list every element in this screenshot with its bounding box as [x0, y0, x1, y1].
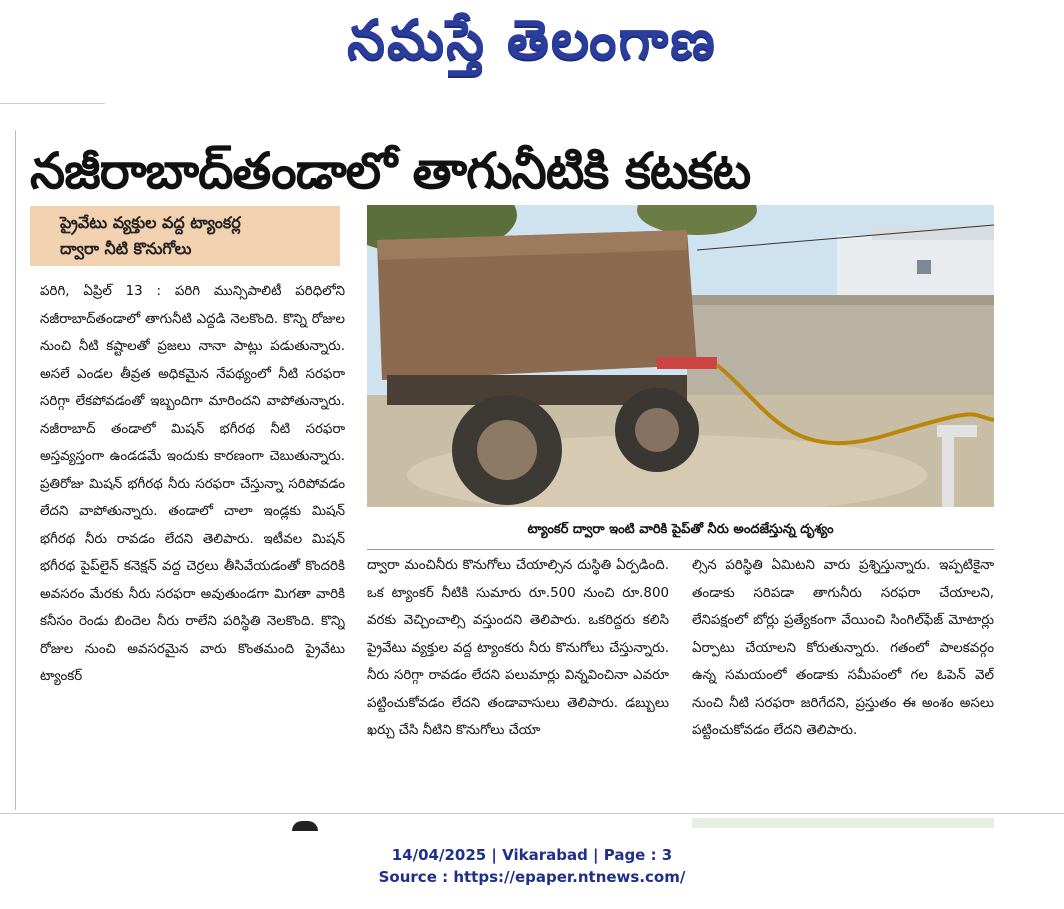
- decorative-shape: [292, 821, 318, 831]
- photo-caption: ట్యాంకర్ ద్వారా ఇంటి వారికి పైప్‌తో నీరు అందజేస్తున్న దృశ్యం: [527, 522, 834, 537]
- article-body-column-2: ద్వారా మంచినీరు కొనుగోలు చేయాల్సిన దుస్థితి ఏర్పడింది. ఒక ట్యాంకర్ నీటికి సుమారు రూ.500 నుంచి రూ.800 వరకు వెచ్చించాల్సి వస్తుందని తెలిపారు. ఒకరిద్దరు కలిసి ప్రైవేటు వ్యక్తుల వద్ద ట్యాంకరు నీరు కొనుగోలు చేస్తున్నారు. నీరు సరిగ్గా రావడం లేదని పలుమార్లు విన్నవించినా ఎవరూ పట్టించుకోవడం లేదని తండావాసులు తెలిపారు. డబ్బులు ఖర్చు చేసి నీటిని కొనుగోలు చేయా: [367, 558, 669, 738]
- article-headline: నజీరాబాద్‌తండాలో తాగునీటికి కటకట: [30, 142, 751, 200]
- source-link[interactable]: Source : https://epaper.ntnews.com/: [378, 868, 686, 886]
- divider: [15, 130, 16, 810]
- divider: [0, 813, 1064, 814]
- newspaper-logo: నమస్తే తెలంగాణ: [347, 7, 717, 71]
- article-body-column-3: ల్సిన పరిస్థితి ఏమిటని వారు ప్రశ్నిస్తున్నారు. ఇప్పటికైనా తండాకు సరిపడా తాగునీరు సరఫరా చేయాలని, లేనిపక్షంలో బోర్లు ప్రత్యేకంగా వేయించి సింగిల్‌ఫేజ్ మోటార్లు ఏర్పాటు చేయాలని కోరుతున్నారు. గతంలో పాలకవర్గం ఉన్న సమయంలో తండాకు సమీపంలో గల ఓపెన్ వెల్ నుంచి నీటి సరఫరా జరిగేదని, ప్రస్తుతం ఈ అంశం అసలు పట్టించుకోవడం లేదని తెలిపారు.: [692, 558, 994, 738]
- decorative-band: [692, 818, 994, 828]
- water-tanker-photo: [367, 205, 994, 507]
- article-photo: [367, 205, 994, 507]
- page-footer: [0, 844, 1064, 888]
- subhead-line: ప్రైవేటు వ్యక్తుల వద్ద ట్యాంకర్ల: [60, 213, 241, 232]
- divider: [0, 103, 105, 104]
- masthead: [0, 0, 1064, 92]
- article-body-column-1: పరిగి, ఏప్రిల్ 13 : పరిగి మున్సిపాలిటీ పరిధిలోని నజీరాబాద్‌తండాలో తాగునీటి ఎద్దడి నెలకొంది. కొన్ని రోజుల నుంచి నీటి కష్టాలతో ప్రజలు నానా పాట్లు పడుతున్నారు. అసలే ఎండల తీవ్రత అధికమైన నేపథ్యంలో నీటి సరఫరా సరిగ్గా లేకపోవడంతో ఇబ్బందిగా మారిందని వాపోతున్నారు. నజీరాబాద్ తండాలో మిషన్ భగీరథ నీటి సరఫరా అస్తవ్యస్తంగా ఉండడమే ఇందుకు కారణంగా చెబుతున్నారు. ప్రతిరోజు మిషన్ భగీరథ నీరు సరఫరా చేస్తున్నా సరిపోవడం లేదని వాపోతున్నారు. తండాలో చాలా ఇండ్లకు మిషన్ భగీరథ నీరు రావడం లేదని తెలిపారు. ఇటీవల మిషన్ భగీరథ పైప్‌లైన్ కనెక్షన్ వద్ద చెర్రలు తీసివేయడంతో కొందరికి అవసరం మేరకు నీరు సరఫరా అవుతుండగా మిగతా వారికి కనీసం రెండు బిందెల నీరు రాలేని పరిస్థితి నెలకొంది. కొన్ని రోజుల నుంచి అవసరమైన వారు కొంతమంది ప్రైవేటు ట్యాంకర్: [40, 284, 345, 684]
- article-subhead: [30, 206, 340, 266]
- divider: [367, 549, 994, 550]
- subhead-line: ద్వారా నీటి కొనుగోలు: [60, 239, 192, 258]
- edition-info: 14/04/2025 | Vikarabad | Page : 3: [391, 846, 673, 864]
